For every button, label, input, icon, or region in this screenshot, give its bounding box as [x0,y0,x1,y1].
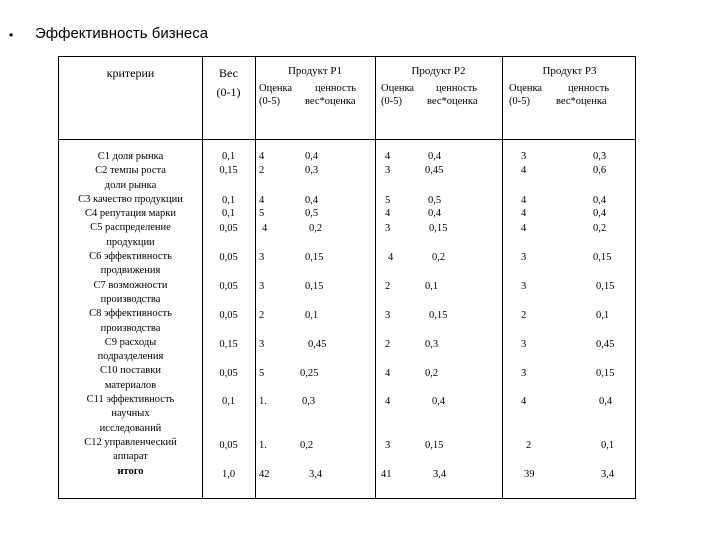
criterion-line: С1 доля рынка [97,151,164,162]
p1-score-cell: 1. [259,396,267,407]
subheader-score: Оценка [509,83,543,94]
p3-value-cell: 0,6 [593,165,607,176]
criterion-line: аппарат [113,451,148,463]
weight-cell: 0,05 [219,223,238,234]
p1-value-cell: 0,25 [300,368,319,379]
subheader-value-formula: вес*оценка [556,96,607,107]
p3-value-cell: 0,45 [596,339,615,350]
p3-score-cell: 4 [521,396,527,407]
slide-title: Эффективность бизнеса [35,25,209,42]
p1-score-cell: 1. [259,440,267,451]
column-divider [202,57,203,498]
subheader-score: Оценка [259,83,293,94]
p3-score-total-cell: 39 [524,469,535,480]
weight-cell: 0,05 [219,252,238,263]
p1-value-cell: 0,2 [300,440,314,451]
p3-score-cell: 2 [526,440,532,451]
criterion-line: подразделения [97,351,164,363]
p3-value-cell: 0,4 [599,396,613,407]
subheader-score-range: (0-5) [509,96,530,107]
p2-value-cell: 0,4 [428,151,442,162]
criterion-line: С9 расходы [104,336,157,348]
weight-cell: 0,05 [219,440,238,451]
p1-score-cell: 3 [259,281,265,292]
criterion-line: С5 распределение [90,222,171,234]
column-divider [255,57,256,498]
criteria-column [59,150,202,479]
p3-value-cell: 0,15 [593,252,612,263]
p2-score-cell: 5 [385,195,391,206]
criterion-line: С7 возможности [93,279,168,291]
header-product-p1: Продукт Р1 [287,65,343,77]
header-product-p2: Продукт Р2 [411,65,466,77]
p3-score-cell: 4 [521,165,527,176]
p2-value-cell: 0,2 [425,368,439,379]
criterion-line: научных [111,408,150,420]
weight-cell: 0,1 [221,151,236,162]
p3-value-cell: 0,1 [596,310,610,321]
criterion-line: исследований [99,422,162,434]
subheader-value-formula: вес*оценка [427,96,478,107]
criterion-line: материалов [104,379,157,391]
criterion-line: доли рынка [104,179,157,191]
column-divider [375,57,376,498]
p3-score-cell: 2 [521,310,527,321]
criterion-line: С8 эффективность [89,308,172,320]
column-divider [502,57,503,498]
criterion-line: итого [117,465,144,477]
p2-value-cell: 0,5 [428,195,442,206]
criterion-line: С3 качество продукции [78,193,183,205]
p1-value-cell: 0,3 [302,396,316,407]
header-divider [59,139,635,140]
evaluation-table [58,56,636,499]
p2-score-cell: 4 [388,252,394,263]
weight-cell: 0,15 [219,165,238,176]
p2-value-total-cell: 3,4 [433,469,447,480]
p3-score-cell: 3 [521,368,527,379]
weight-cell: 0,1 [221,195,236,206]
p1-value-cell: 0,45 [308,339,327,350]
p3-score-cell: 3 [521,252,527,263]
weight-cell: 0,1 [221,208,236,219]
header-weight: Вес [219,66,238,80]
p3-score-cell: 4 [521,195,527,206]
p3-value-cell: 0,2 [593,223,607,234]
header-criteria: критерии [106,66,155,80]
p3-score-cell: 4 [521,208,527,219]
p2-value-cell: 0,3 [425,339,439,350]
criterion-line: продукции [106,236,155,248]
criterion-line: С6 эффективность [89,251,172,263]
subheader-score-range: (0-5) [381,96,402,107]
weight-cell: 0,1 [221,396,236,407]
p2-value-cell: 0,2 [432,252,446,263]
p2-score-cell: 3 [385,310,391,321]
subheader-value: ценность [436,83,478,94]
p2-score-cell: 4 [385,396,391,407]
subheader-value-formula: вес*оценка [305,96,356,107]
p3-value-cell: 0,4 [593,195,607,206]
criterion-line: С11 эффективность [86,394,175,406]
p3-value-cell: 0,15 [596,281,615,292]
p2-value-cell: 0,15 [429,310,448,321]
p2-score-cell: 4 [385,368,391,379]
weight-total-cell: 1,0 [221,469,236,480]
p3-score-cell: 3 [521,281,527,292]
p1-value-cell: 0,5 [305,208,319,219]
criterion-line: С2 темпы роста [95,165,166,177]
criterion-line: С10 поставки [100,365,161,377]
criterion-line: продвижения [100,265,161,277]
p2-score-cell: 4 [385,151,391,162]
p1-value-cell: 0,15 [305,252,324,263]
p3-value-cell: 0,4 [593,208,607,219]
p1-value-cell: 0,15 [305,281,324,292]
p2-score-cell: 3 [385,223,391,234]
criterion-line: С4 репутация марки [85,208,176,220]
p1-score-cell: 4 [262,223,268,234]
p2-value-cell: 0,4 [428,208,442,219]
p2-value-cell: 0,4 [432,396,446,407]
p2-value-cell: 0,15 [429,223,448,234]
p1-score-cell: 5 [259,368,265,379]
bullet: • [9,28,14,42]
p1-score-cell: 5 [259,208,265,219]
p3-score-cell: 4 [521,223,527,234]
p2-score-total-cell: 41 [381,469,392,480]
weight-cell: 0,15 [219,339,238,350]
p1-score-cell: 2 [259,165,265,176]
p1-value-cell: 0,2 [309,223,323,234]
p3-value-cell: 0,15 [596,368,615,379]
weight-cell: 0,05 [219,368,238,379]
p2-score-cell: 2 [385,339,391,350]
p2-score-cell: 3 [385,440,391,451]
p2-value-cell: 0,1 [425,281,439,292]
p3-value-cell: 0,1 [601,440,615,451]
criterion-line: производства [100,322,161,334]
criterion-line: производства [100,293,161,305]
subheader-value: ценность [568,83,610,94]
subheader-score-range: (0-5) [259,96,280,107]
p3-score-cell: 3 [521,151,527,162]
p3-value-cell: 0,3 [593,151,607,162]
subheader-value: ценность [315,83,357,94]
p1-value-cell: 0,1 [305,310,319,321]
p2-score-cell: 3 [385,165,391,176]
subheader-score: Оценка [381,83,415,94]
p1-value-cell: 0,4 [305,151,319,162]
weight-cell: 0,05 [219,310,238,321]
p1-value-cell: 0,3 [305,165,319,176]
p2-score-cell: 2 [385,281,391,292]
p1-value-cell: 0,4 [305,195,319,206]
p1-value-total-cell: 3,4 [309,469,323,480]
p2-value-cell: 0,15 [425,440,444,451]
p1-score-cell: 3 [259,339,265,350]
criterion-line: С12 управленческий [84,436,177,448]
header-weight-range: (0-1) [216,85,241,99]
p1-score-cell: 3 [259,252,265,263]
header-product-p3: Продукт Р3 [542,65,597,77]
p2-score-cell: 4 [385,208,391,219]
p3-value-total-cell: 3,4 [601,469,615,480]
p1-score-cell: 4 [259,195,265,206]
p1-score-cell: 2 [259,310,265,321]
p1-score-cell: 4 [259,151,265,162]
weight-cell: 0,05 [219,281,238,292]
p3-score-cell: 3 [521,339,527,350]
p1-score-total-cell: 42 [259,469,270,480]
p2-value-cell: 0,45 [425,165,444,176]
